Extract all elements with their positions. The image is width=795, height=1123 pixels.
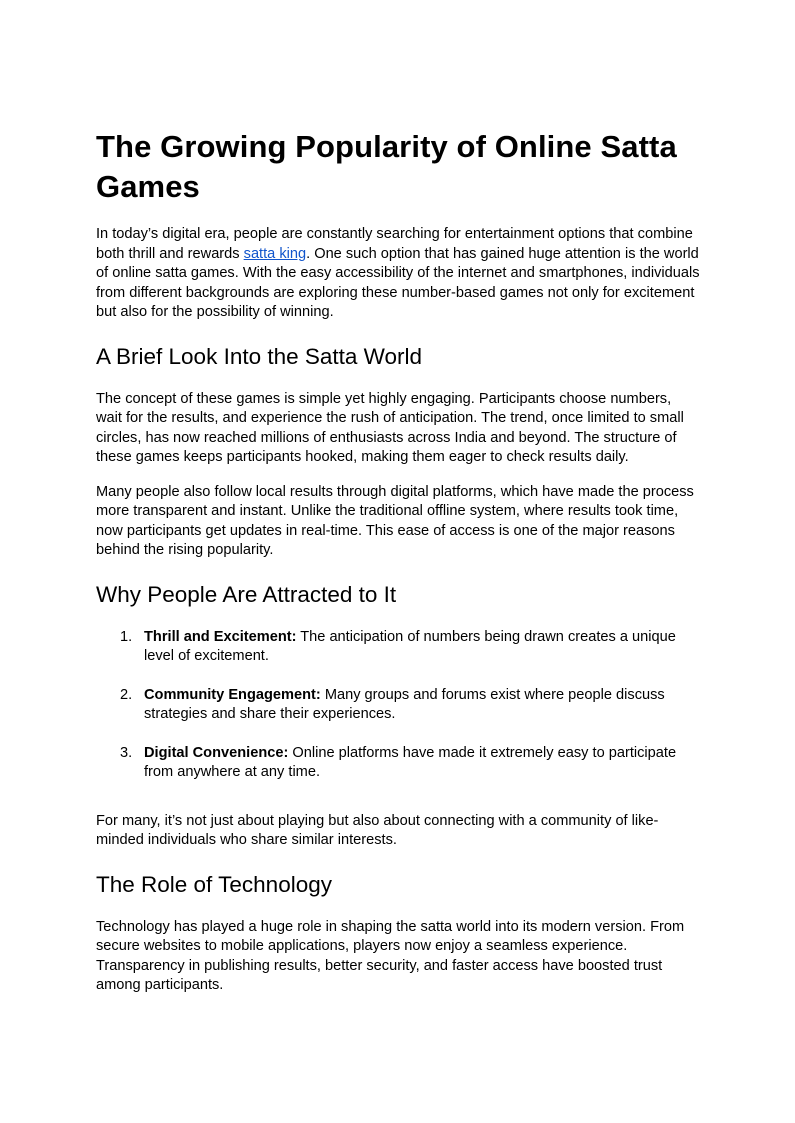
attraction-list [96,628,700,783]
satta-king-link[interactable]: satta king [243,245,307,262]
intro-paragraph [96,225,700,323]
list-item-bold-label: Thrill and Excitement: [144,628,297,645]
list-item-number: 2. [120,686,133,703]
list-item [96,628,700,667]
list-item [96,686,700,725]
list-item-bold-label: Digital Convenience: [144,744,289,761]
list-item-text: Online platforms have made it extremely easy to participate from anywhere at any time. [144,744,677,780]
list-item-bold-label: Community Engagement: [144,686,321,703]
attraction-closing-paragraph: For many, it’s not just about playing but also about connecting with a community of like-minded individuals who share similar interests. [96,812,659,848]
list-item-text: The anticipation of numbers being drawn creates a unique level of excitement. [144,628,676,664]
list-item-text: Many groups and forums exist where people discuss strategies and share their experiences. [144,686,665,722]
intro-text-after-link: . One such option that has gained huge attention is the world of online satta games. With the easy accessibility of the internet and smartphones, individuals from different backgrounds are exploring these number-based games not only for excitement but also for the possibility of winning. [96,245,700,320]
section-heading-attraction: Why People Are Attracted to It [96,581,397,607]
technology-paragraph: Technology has played a huge role in shaping the satta world into its modern version. From secure websites to mobile applications, players now enjoy a seamless experience. Transparency in publishing results, better security, and faster access have boosted trust among participants. [96,918,685,993]
section-heading-satta-world: A Brief Look Into the Satta World [96,343,423,369]
satta-world-paragraph-1: The concept of these games is simple yet highly engaging. Participants choose numbers, wait for the results, and experience the rush of anticipation. The trend, once limited to small circles, has now reached millions of enthusiasts across India and beyond. The structure of these games keeps participants hooked, making them eager to check results daily. [96,390,684,465]
list-item [96,744,700,783]
list-item-number: 3. [120,744,133,761]
section-heading-technology: The Role of Technology [96,871,332,897]
document-page [96,127,700,1011]
satta-world-paragraph-2: Many people also follow local results through digital platforms, which have made the process more transparent and instant. Unlike the traditional offline system, where results took time, now participants get updates in real-time. This ease of access is one of the major reasons behind the rising popularity. [96,483,694,558]
intro-text-before-link: In today’s digital era, people are constantly searching for entertainment options that combine both thrill and rewards [96,226,693,262]
list-item-number: 1. [120,628,133,645]
page-title: The Growing Popularity of Online Satta Games [96,129,677,204]
